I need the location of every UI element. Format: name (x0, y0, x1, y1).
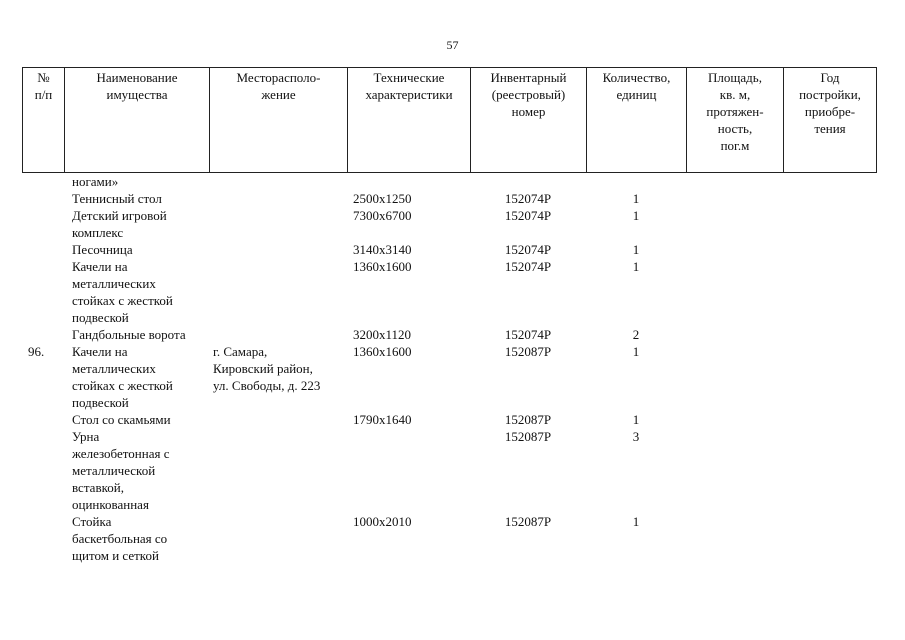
row-name: Детский игровой комплекс (72, 208, 167, 240)
row-quantity: 1 (632, 259, 640, 274)
row-quantity: 1 (632, 344, 640, 359)
row-name: Урна железобетонная с металлической вставкой, оцинкованная (72, 429, 170, 512)
row-tech: 1360x1600 (353, 259, 412, 274)
row-tech: 3140x3140 (353, 242, 412, 257)
row-area (686, 428, 783, 513)
row-inventory: 152087Р (504, 344, 552, 359)
row-tech: 1790x1640 (353, 412, 412, 427)
row-inventory: 152087Р (504, 514, 552, 529)
row-inventory: 152074Р (504, 208, 552, 223)
row-number (22, 207, 64, 241)
table-body (22, 173, 876, 564)
row-year (783, 411, 876, 428)
row-number (22, 241, 64, 258)
row-area (686, 190, 783, 207)
row-number (22, 428, 64, 513)
row-location (209, 258, 347, 326)
row-quantity: 1 (632, 412, 640, 427)
row-year (783, 258, 876, 326)
row-number: 96. (28, 344, 45, 359)
row-tech: 3200x1120 (353, 327, 412, 342)
row-year (783, 343, 876, 411)
row-quantity: 1 (632, 208, 640, 223)
row-area (686, 258, 783, 326)
table-row (22, 343, 876, 411)
row-tech: 7300x6700 (353, 208, 412, 223)
table-header (22, 67, 877, 173)
row-number (22, 513, 64, 564)
table-row (22, 411, 876, 428)
row-year (783, 190, 876, 207)
row-quantity: 2 (632, 327, 640, 342)
row-name: Качели на металлических стойках с жесткой подвеской (72, 344, 173, 410)
row-tech: 1360x1600 (353, 344, 412, 359)
row-location (209, 173, 347, 190)
header-cell-quantity: Количество, единиц (587, 68, 687, 173)
row-name: Стойка баскетбольная со щитом и сеткой (72, 514, 168, 563)
row-area (686, 241, 783, 258)
row-quantity: 1 (632, 191, 640, 206)
header-cell-name: Наименование имущества (65, 68, 210, 173)
row-inventory: 152087Р (504, 412, 552, 427)
row-number (22, 173, 64, 190)
row-area (686, 411, 783, 428)
row-location (209, 207, 347, 241)
row-inventory (470, 173, 586, 190)
header-cell-location: Месторасполо- жение (210, 68, 348, 173)
table-row (22, 190, 876, 207)
row-tech: 1000x2010 (353, 514, 412, 529)
row-name: Качели на металлических стойках с жесткой подвеской (72, 259, 173, 325)
table-row (22, 241, 876, 258)
row-location: г. Самара, Кировский район, ул. Свободы, д. 223 (213, 344, 321, 393)
row-inventory: 152074Р (504, 327, 552, 342)
header-cell-number: № п/п (23, 68, 65, 173)
header-cell-area: Площадь, кв. м, протяжен- ность, пог.м (687, 68, 784, 173)
row-name: Песочница (72, 242, 133, 257)
row-location (209, 428, 347, 513)
row-number (22, 258, 64, 326)
header-cell-tech: Технические характеристики (348, 68, 471, 173)
row-number (22, 326, 64, 343)
row-area (686, 207, 783, 241)
header-cell-inventory: Инвентарный (реестровый) номер (471, 68, 587, 173)
row-inventory: 152074Р (504, 191, 552, 206)
row-year (783, 326, 876, 343)
page-number: 57 (446, 38, 459, 52)
row-name: Теннисный стол (72, 191, 162, 206)
row-quantity: 3 (632, 429, 640, 444)
row-year (783, 428, 876, 513)
row-location (209, 190, 347, 207)
row-area (686, 343, 783, 411)
row-area (686, 173, 783, 190)
row-name: ногами» (72, 174, 119, 189)
row-name: Стол со скамьями (72, 412, 171, 427)
row-quantity: 1 (632, 514, 640, 529)
row-tech (347, 428, 470, 513)
table-row (22, 513, 876, 564)
table-row (22, 173, 876, 190)
row-inventory: 152074Р (504, 242, 552, 257)
row-quantity (586, 173, 686, 190)
row-area (686, 513, 783, 564)
row-number (22, 190, 64, 207)
row-inventory: 152087Р (504, 429, 552, 444)
row-tech (347, 173, 470, 190)
row-year (783, 513, 876, 564)
row-location (209, 411, 347, 428)
row-year (783, 241, 876, 258)
table-row (22, 326, 876, 343)
row-location (209, 326, 347, 343)
table-row (22, 258, 876, 326)
row-quantity: 1 (632, 242, 640, 257)
row-tech: 2500x1250 (353, 191, 412, 206)
header-cell-year: Год постройки, приобре- тения (784, 68, 877, 173)
table-row (22, 207, 876, 241)
row-area (686, 326, 783, 343)
row-name: Гандбольные ворота (72, 327, 186, 342)
table-row (22, 428, 876, 513)
row-number (22, 411, 64, 428)
row-inventory: 152074Р (504, 259, 552, 274)
row-location (209, 241, 347, 258)
row-year (783, 207, 876, 241)
row-year (783, 173, 876, 190)
row-location (209, 513, 347, 564)
